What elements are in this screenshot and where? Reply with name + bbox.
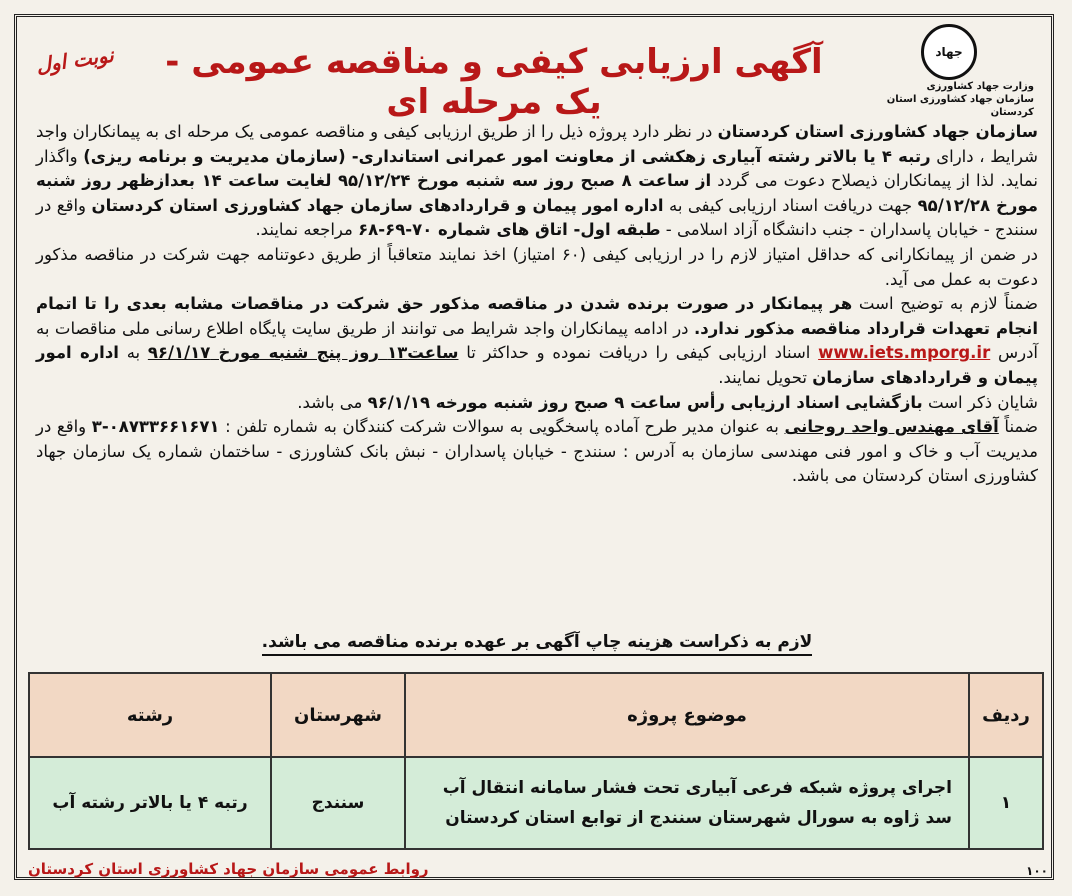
org-name: سازمان جهاد کشاورزی استان کردستان bbox=[886, 94, 1034, 118]
paragraph-1 bbox=[36, 120, 1038, 243]
required-rank-text: رتبه ۴ یا بالاتر رشته آبیاری زهکشی از معاونت امور عمرانی استانداری- (سازمان مدیریت و برنامه ریزی) bbox=[83, 146, 931, 166]
paragraph-2: در ضمن از پیمانکارانی که حداقل امتیاز لازم را در ارزیابی کیفی (۶۰ امتیاز) اخذ نمایند متعاقباً از طریق دعوتنامه جهت شرکت در مناقصه مذکور دعوت به عمل می آید. bbox=[36, 244, 1039, 289]
contracts-office-text: اداره امور پیمان و قراردادهای سازمان bbox=[36, 343, 1038, 387]
cell-city: سنندج bbox=[271, 757, 405, 849]
text-span: می باشد. bbox=[297, 392, 368, 412]
text-span: واگذار نماید. لذا از پیمانکاران ذیصلاح دعوت می گردد bbox=[36, 146, 1038, 191]
address-text: واقع در مدیریت آب و خاک و امور فنی مهندسی سازمان به آدرس : سنندج - خیابان پاسداران - نبش بانک کشاورزی - ساختمان شماره یک سازمان جهاد کشاورزی استان کردستان می باشد. bbox=[36, 417, 1038, 486]
text-span: مراجعه نمایند. bbox=[255, 220, 359, 240]
text-span: تحویل نمایند. bbox=[718, 367, 813, 387]
project-table bbox=[28, 672, 1044, 850]
text-span: جهت دریافت اسناد ارزیابی کیفی به bbox=[663, 195, 918, 215]
text-span: ضمناً لازم به توضیح است bbox=[852, 294, 1038, 314]
contact-phone: ۰۸۷۳۳۶۶۱۶۷۱-۳ bbox=[91, 417, 220, 437]
address-text: واقع در سنندج - خیابان پاسداران - جنب دانشگاه آزاد اسلامی - bbox=[36, 195, 1038, 240]
cell-subject: اجرای پروژه شبکه فرعی آبیاری تحت فشار سامانه انتقال آب سد ژاوه به سورال شهرستان سنندج از توابع استان کردستان bbox=[405, 757, 969, 849]
ministry-name: وزارت جهاد کشاورزی bbox=[926, 81, 1034, 92]
opening-time-text: بازگشایی اسناد ارزیابی رأس ساعت ۹ صبح روز شنبه مورخه ۹۶/۱/۱۹ bbox=[367, 392, 923, 412]
table-row bbox=[29, 757, 1043, 849]
col-header-city: شهرستان bbox=[271, 673, 405, 757]
table-header-row bbox=[29, 673, 1043, 757]
col-header-row-no: ردیف bbox=[969, 673, 1043, 757]
logo-emblem bbox=[921, 24, 977, 80]
organization-logo bbox=[864, 24, 1034, 119]
header bbox=[14, 18, 1054, 122]
text-span: به bbox=[118, 343, 148, 363]
cell-field: رتبه ۴ یا بالاتر رشته آب bbox=[29, 757, 271, 849]
text-span: در نظر دارد پروژه ذیل را از طریق ارزیابی کیفی و مناقصه عمومی یک مرحله ای به پیمانکاران واجد شرایط ، دارای bbox=[36, 122, 1038, 166]
org-name-text: سازمان جهاد کشاورزی استان کردستان bbox=[717, 122, 1039, 141]
print-cost-note bbox=[36, 632, 1038, 652]
col-header-field: رشته bbox=[29, 673, 271, 757]
announcement-body bbox=[36, 120, 1038, 489]
print-cost-note-text: لازم به ذکراست هزینه چاپ آگهی بر عهده برنده مناقصه می باشد. bbox=[262, 632, 813, 656]
winner-restriction-text: هر پیمانکار در صورت برنده شدن در مناقصه مذکور حق شرکت در مناقصات مشابه بعدی را تا اتمام انجام تعهدات قرارداد مناقصه مذکور ندارد. bbox=[36, 294, 1038, 338]
text-span: شایان ذکر است bbox=[922, 392, 1038, 412]
page-title: آگهی ارزیابی کیفی و مناقصه عمومی - یک مرحله ای bbox=[165, 42, 823, 122]
page-number: ۱۰۰ bbox=[1026, 864, 1048, 878]
text-span: به عنوان مدیر طرح آماده پاسخگویی به سوالات شرکت کنندگان به شماره تلفن : bbox=[219, 417, 785, 437]
turn-label: نوبت اول bbox=[34, 42, 116, 78]
tender-website-link[interactable]: www.iets.mporg.ir bbox=[818, 343, 991, 363]
submission-deadline-text: ساعت۱۳ روز پنج شنبه مورخ ۹۶/۱/۱۷ bbox=[147, 343, 459, 363]
paragraph-5 bbox=[36, 415, 1038, 489]
logo-text: جهاد bbox=[935, 45, 963, 59]
cell-row-no: ۱ bbox=[969, 757, 1043, 849]
contracts-office-text: اداره امور پیمان و قراردادهای سازمان جهاد کشاورزی استان کردستان bbox=[91, 195, 664, 215]
public-relations-footer: روابط عمومی سازمان جهاد کشاورزی استان کردستان bbox=[28, 860, 429, 878]
document-period-text: از ساعت ۸ صبح روز سه شنبه مورخ ۹۵/۱۲/۲۴ لغایت ساعت ۱۴ بعدازظهر روز شنبه مورخ ۹۵/۱۲/۲۸ bbox=[36, 171, 1038, 215]
text-span: ضمناً bbox=[998, 417, 1038, 437]
text-span: اسناد ارزیابی کیفی را دریافت نموده و حداکثر تا bbox=[458, 343, 819, 363]
paragraph-4 bbox=[36, 391, 1038, 416]
paragraph-3 bbox=[36, 292, 1038, 390]
text-span: در ادامه پیمانکاران واجد شرایط می توانند از طریق سایت پایگاه اطلاع رسانی ملی مناقصات به آدرس bbox=[36, 318, 1039, 363]
col-header-subject: موضوع پروژه bbox=[405, 673, 969, 757]
project-manager-name: آقای مهندس واحد روحانی bbox=[784, 417, 999, 437]
room-numbers-text: طبقه اول- اتاق های شماره ۷۰-۶۹-۶۸ bbox=[358, 220, 661, 240]
